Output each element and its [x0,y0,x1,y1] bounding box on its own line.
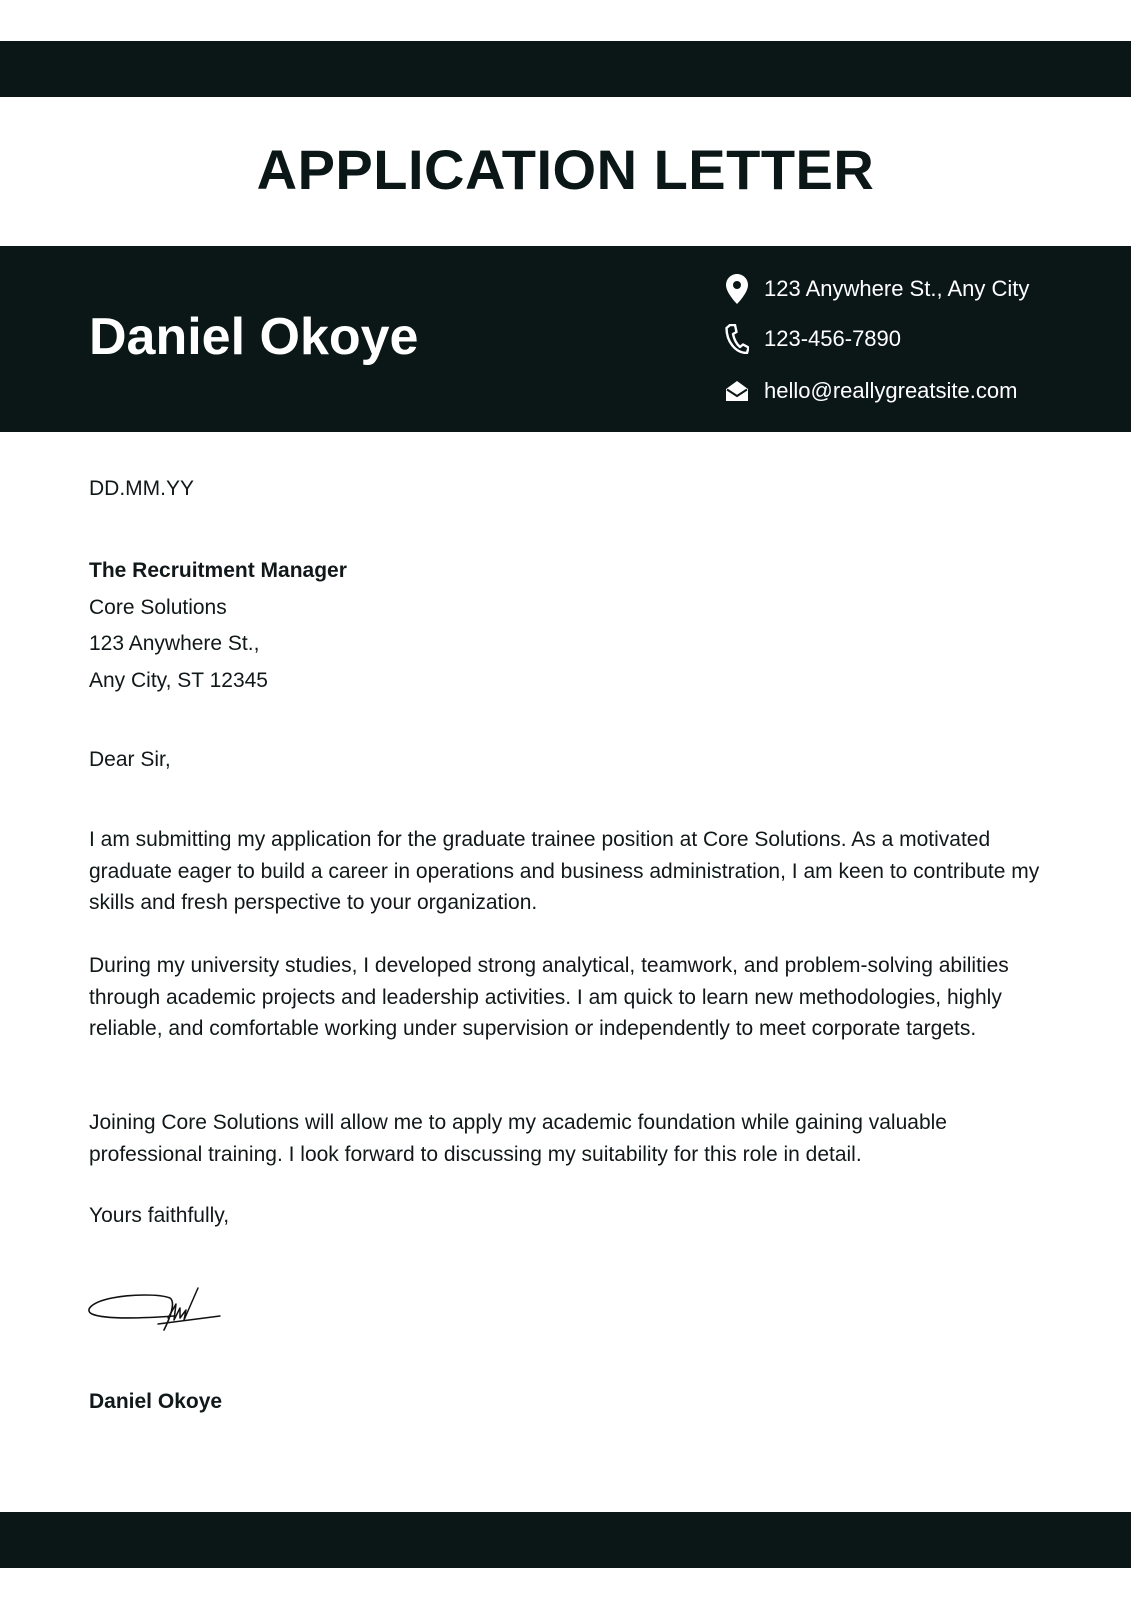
location-pin-icon [724,273,750,305]
recipient-street: 123 Anywhere St., [89,632,260,655]
email-text: hello@reallygreatsite.com [764,378,1018,403]
document-title: APPLICATION LETTER [256,138,875,201]
letter-closing: Yours faithfully, [89,1204,230,1227]
letter-date: DD.MM.YY [89,477,194,500]
top-decorative-band [0,41,1131,97]
recipient-city: Any City, ST 12345 [89,668,268,692]
handwritten-signature [86,1280,226,1342]
applicant-name: Daniel Okoye [89,308,419,366]
recipient-company: Core Solutions [89,595,227,619]
body-paragraph-3: Joining Core Solutions will allow me to apply my academic foundation while gaining valuable professional training. I look forward to discussing my suitability for this role in detail. [89,1111,947,1166]
envelope-icon [724,375,750,407]
phone-text: 123-456-7890 [764,326,902,351]
body-paragraph-1: I am submitting my application for the graduate trainee position at Core Solutions. As a motivated graduate eager to build a career in operations and business administration, I am keen to contribute my skills and fresh perspective to your organization. [89,828,1040,914]
recipient-block [89,553,1049,699]
letter-greeting: Dear Sir, [89,748,171,771]
contact-address [724,272,1029,306]
header-panel [0,246,1131,432]
recipient-title: The Recruitment Manager [89,559,347,582]
body-paragraph-2: During my university studies, I developed strong analytical, teamwork, and problem-solving abilities through academic projects and leadership activities. I am quick to learn new methodologies, highly reliable, and comfortable working under supervision or independently to meet corporate targets. [89,954,1009,1040]
signer-name: Daniel Okoye [89,1390,223,1413]
address-text: 123 Anywhere St., Any City [764,276,1030,301]
bottom-decorative-band [0,1512,1131,1568]
contact-email [724,374,1017,408]
phone-icon [724,323,750,355]
contact-phone [724,322,901,356]
